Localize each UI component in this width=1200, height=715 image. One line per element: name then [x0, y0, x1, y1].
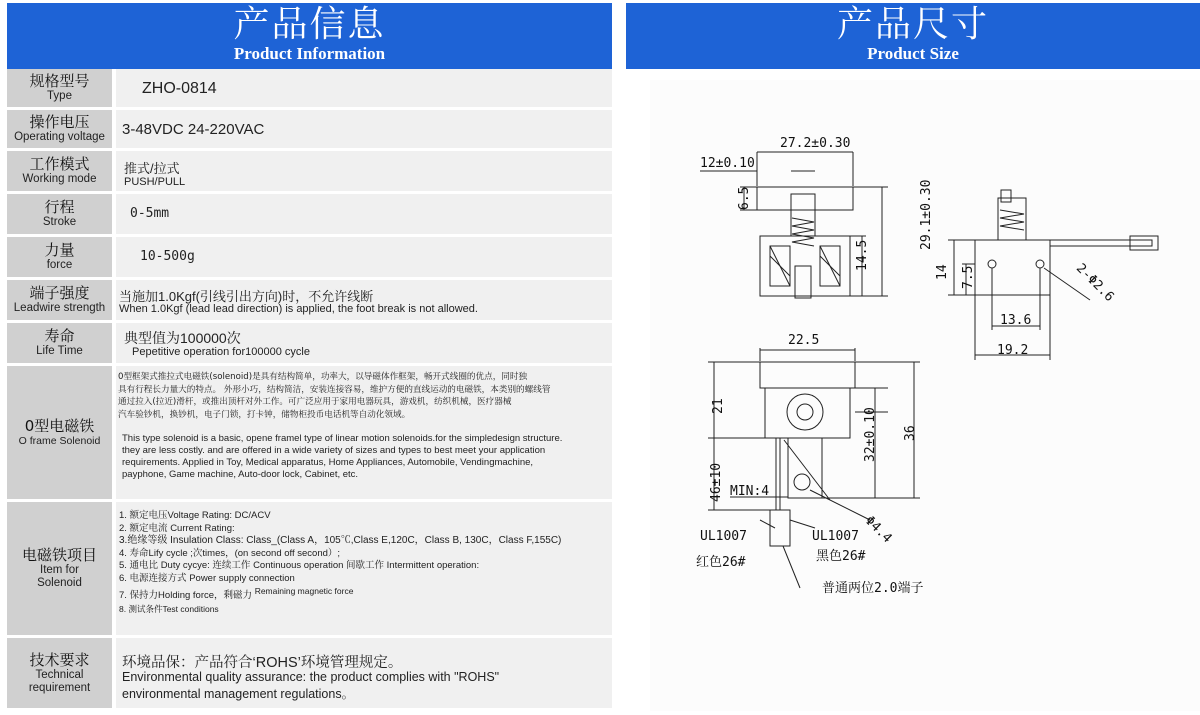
- label-en: force: [46, 259, 73, 271]
- label-en: Working mode: [22, 173, 97, 185]
- list-item-text: 7. 保持力Holding force，剩磁力: [119, 590, 253, 602]
- dim-plate-height: 6.5: [737, 186, 752, 210]
- desc-line: 通过拉入(拉近)滑杆，或推出顶杆对外工作。可广泛应用于家用电器玩具，游戏机，纺织机械，医疗器械: [118, 397, 512, 407]
- dim-front-width: 22.5: [788, 333, 820, 348]
- desc-line: they are less costly. and are offered in a wide variety of sizes and types to best meet your application: [122, 445, 546, 456]
- list-item: 8. 测试条件Test conditions: [119, 603, 219, 614]
- front-view-plate: [760, 362, 855, 388]
- spec-row-technical-requirement: [7, 638, 612, 708]
- leadwire-value-en: When 1.0Kgf (lead lead direction) is applied, the foot break is not allowed.: [119, 303, 478, 315]
- spec-row-life-time: [7, 323, 612, 363]
- spec-label: [7, 194, 112, 234]
- leadwire-value-zh: 当施加1.0Kgf(引线引出方向)时，不允许线断: [119, 289, 374, 304]
- label-en: Type: [47, 90, 72, 102]
- mode-value-zh: 推式/拉式: [124, 161, 180, 176]
- spec-value: [116, 638, 612, 708]
- desc-line: 具有行程长力量大的特点。 外形小巧，结构简洁，安装连接容易，维护方便的直线运动的电磁铁，本类别的螺线管: [118, 384, 551, 395]
- label-zh: 端子强度: [29, 284, 90, 302]
- wire-color-red: 红色26#: [696, 555, 746, 570]
- dim-front-32: 32±0.10: [863, 407, 878, 462]
- drawing-svg: [650, 80, 1200, 711]
- label-zh: 规格型号: [29, 72, 90, 90]
- spec-label: [7, 151, 112, 191]
- label-en: Operating voltage: [14, 131, 105, 143]
- spec-label: [7, 323, 112, 363]
- spec-row-force: [7, 237, 612, 277]
- dim-hole-height: 7.5: [961, 265, 976, 289]
- banner-title-zh: 产品信息: [233, 4, 386, 45]
- banner-title-en: Product Information: [233, 44, 386, 63]
- spec-value: [116, 502, 612, 635]
- list-item: 5. 通电比 Duty cycye: 连续工作 Continuous operation 间歇工作 Intermittent operation:: [119, 560, 480, 571]
- spec-value: [116, 237, 612, 277]
- spec-row-stroke: [7, 194, 612, 234]
- spec-label: [7, 110, 112, 148]
- list-item: 6. 电源连接方式 Power supply connection: [119, 572, 295, 584]
- tech-value-zh: 环境品保：产品符合‘ROHS’环境管理规定。: [122, 655, 403, 671]
- terminal-label: 普通两位2.0端子: [822, 581, 924, 596]
- label-en: Item for Solenoid: [37, 564, 82, 589]
- spec-label: [7, 280, 112, 320]
- label-en: O frame Solenoid: [18, 434, 101, 447]
- spec-row-type: [7, 69, 612, 107]
- remaining-note: Remaining magnetic force: [254, 586, 354, 596]
- list-item: 2. 额定电流 Current Rating:: [119, 522, 235, 534]
- life-value-en: Pepetitive operation for100000 cycle: [132, 346, 310, 358]
- spec-label: [7, 638, 112, 708]
- desc-line: This type solenoid is a basic, opene framel type of linear motion solenoids.for the simpledesign structure.: [122, 433, 563, 444]
- spec-label: [7, 237, 112, 277]
- spec-label: [7, 69, 112, 107]
- mode-value-en: PUSH/PULL: [124, 176, 186, 188]
- dimension-drawing: [650, 80, 1200, 711]
- dim-min: MIN:4: [730, 484, 770, 499]
- label-zh: 寿命: [44, 327, 75, 345]
- spec-value: [116, 151, 612, 191]
- label-zh: 行程: [44, 198, 75, 216]
- desc-line: 0型框架式推拉式电磁铁(solenoid)是具有结构简单，功率大，以导磁体作框架，畅开式线圈的优点，同时独: [118, 372, 528, 382]
- solenoid-item-list: [119, 510, 561, 615]
- spec-value: [116, 280, 612, 320]
- dim-front-total: 36: [903, 425, 918, 441]
- voltage-value: 3-48VDC 24-220VAC: [122, 121, 265, 138]
- banner-title-zh: 产品尺寸: [836, 4, 989, 45]
- label-en: Stroke: [42, 216, 77, 228]
- desc-line: requirements. Applied in Toy, Medical apparatus, Home Appliances, Automobile, Vendingmachine,: [122, 457, 534, 468]
- product-size-banner: [626, 3, 1200, 69]
- stroke-value: 0-5mm: [130, 206, 170, 221]
- list-item: 3.绝缘等级 Insulation Class: Class_(Class A，105℃,Class E,120C，Class B, 130C，Class F,155C): [119, 535, 562, 546]
- banner-title-en: Product Size: [867, 44, 959, 63]
- label-zh: 工作模式: [29, 155, 90, 173]
- spec-row-leadwire: [7, 280, 612, 320]
- dim-side-height: 14: [935, 264, 950, 280]
- force-value: 10-500g: [140, 249, 195, 264]
- spec-label: [7, 366, 112, 499]
- dim-hole-diameter: 2-Φ2.6: [1072, 261, 1117, 305]
- spec-value: [116, 366, 612, 499]
- dim-front-upper: 21: [711, 398, 726, 414]
- spec-value: [116, 194, 612, 234]
- solenoid-description-en: [122, 433, 562, 481]
- label-zh: 力量: [44, 241, 75, 259]
- spec-value: [116, 69, 612, 107]
- dim-frame-height: 14.5: [855, 239, 870, 271]
- label-en: Leadwire strength: [13, 302, 106, 314]
- dim-plate-width: 12±0.10: [700, 156, 755, 171]
- life-value-zh: 典型值为100000次: [124, 330, 241, 346]
- desc-line: payphone, Game machine, Auto-door lock, Cabinet, etc.: [122, 469, 359, 480]
- wire-color-black: 黑色26#: [816, 549, 866, 564]
- dim-side-width: 19.2: [997, 343, 1029, 358]
- spec-value: [116, 110, 612, 148]
- label-en: Technical requirement: [28, 668, 91, 694]
- label-zh: 技术要求: [29, 650, 90, 669]
- dim-lead-length: 46±10: [709, 462, 724, 502]
- dim-total-height: 29.1±0.30: [919, 179, 934, 250]
- label-en: Life Time: [36, 345, 83, 357]
- label-zh: 电磁铁项目: [21, 546, 97, 564]
- label-zh: 0型电磁铁: [24, 416, 95, 435]
- list-item: [119, 585, 561, 603]
- tech-value-en: environmental management regulations。: [122, 687, 355, 701]
- spec-row-item-for-solenoid: [7, 502, 612, 635]
- dim-hole-phi: Φ4.4: [861, 513, 895, 547]
- spec-row-o-frame-solenoid: [7, 366, 612, 499]
- spec-row-voltage: [7, 110, 612, 148]
- spec-value: [116, 323, 612, 363]
- dim-hole-spacing: 13.6: [1000, 313, 1032, 328]
- list-item: 1. 额定电压Voltage Rating: DC/ACV: [119, 510, 271, 521]
- tech-value-en: Environmental quality assurance: the product complies with "ROHS": [122, 670, 500, 684]
- list-item: 4. 寿命Lify cycle ;次times，(on second off second）;: [119, 547, 341, 559]
- type-value: ZHO-0814: [142, 80, 217, 97]
- label-zh: 操作电压: [29, 113, 90, 131]
- solenoid-description-zh: [118, 371, 550, 421]
- spec-row-working-mode: [7, 151, 612, 191]
- wire-label-black: UL1007: [812, 529, 859, 544]
- dim-width: 27.2±0.30: [780, 136, 851, 151]
- spec-label: [7, 502, 112, 635]
- product-information-banner: [7, 3, 612, 69]
- desc-line: 汽车验钞机，换钞机，电子门锁，打卡钟，储物柜投币电话机等自动化领域。: [118, 409, 411, 420]
- top-plate: [757, 187, 853, 210]
- wire-label-red: UL1007: [700, 529, 747, 544]
- spring: [792, 218, 814, 246]
